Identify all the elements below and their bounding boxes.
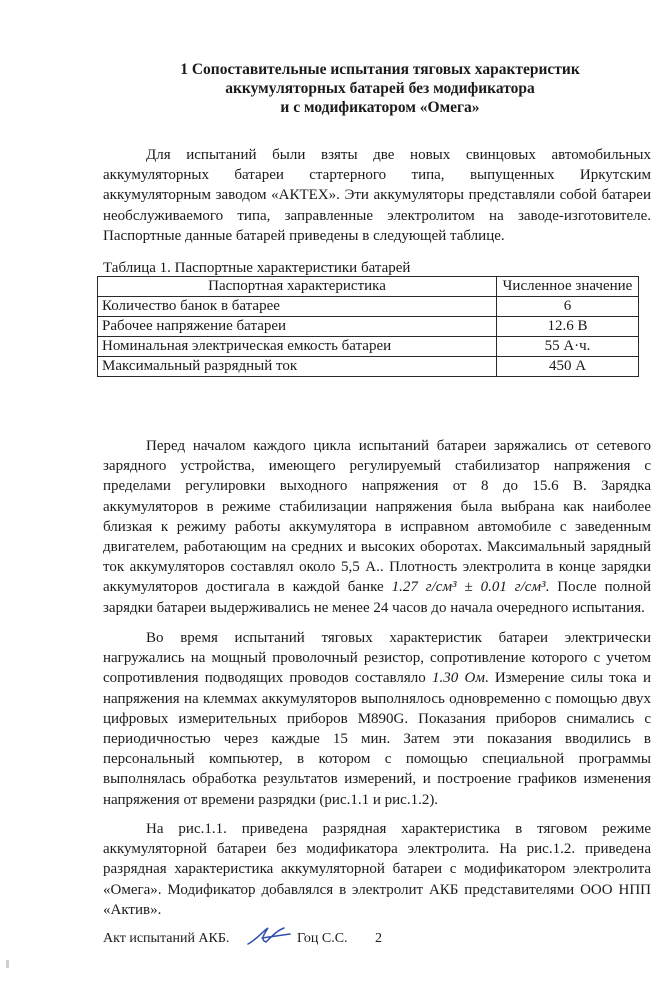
cell-value: 6 [497,297,639,317]
footer-author: Гоц С.С. [297,931,348,946]
table-row [98,337,639,357]
footer-doc-name: Акт испытаний АКБ. [103,931,230,946]
load-text-end: . Измерение силы тока и напряжения на клеммах аккумуляторов выполнялось одновременно с помощью двух цифровых измерительных приборов M890G. Показания приборов снимались с периодичностью через каждые 15 мин. Затем эти показания вводились в персональный компьютер, в котором с помощью специальной программы выполнялась обработка результатов измерений, и построение графиков изменения напряжения от времени разрядки (рис.1.1 и рис.1.2). [103,670,651,808]
electrolyte-density: 1.27 г/см³ ± 0.01 г/см³ [391,579,546,596]
cell-value: 12.6 В [497,317,639,337]
cell-name: Максимальный разрядный ток [98,357,497,377]
table-row [98,357,639,377]
scan-mark [6,960,9,968]
title-line-1: 1 Сопоставительные испытания тяговых характеристик [180,61,580,78]
load-text: Во время испытаний тяговых характеристик батареи электрически нагружались на мощный проволочный резистор, сопротивление которого с учетом сопротивления подводящих проводов составляло [103,630,651,687]
resistance-value: 1.30 Ом [432,670,485,687]
paragraph-batteries-intro: Для испытаний были взяты две новых свинцовых автомобильных аккумуляторных батареи стартерного типа, выпущенных Иркутским аккумуляторным заводом «АКТЕХ». Эти аккумуляторы представляли собой батареи необслуживаемого типа, заправленные электролитом на заводе-изготовителе. Паспортные данные батарей приведены в следующей таблице. [103,147,651,244]
table-header-row [98,277,639,297]
page-number: 2 [375,931,382,946]
charging-text-end: . После полной зарядки батареи выдерживались не менее 24 часов до начала очередного испытания. [103,579,651,616]
section-title [110,60,650,117]
title-line-3: и с модификатором «Омега» [280,99,480,116]
table-caption: Таблица 1. Паспортные характеристики батарей [103,260,411,276]
paragraph-figures: На рис.1.1. приведена разрядная характеристика в тяговом режиме аккумуляторной батареи без модификатора электролита. На рис.1.2. приведена разрядная характеристика аккумуляторной батареи с модификатором электролита «Омега». Модификатор добавлялся в электролит АКБ представителями ООО НПП «Актив». [103,821,651,918]
cell-name: Количество банок в батарее [98,297,497,317]
paragraph-charging [103,436,651,618]
header-characteristic: Паспортная характеристика [98,277,497,297]
paragraph-load-test [103,628,651,810]
table-row [98,297,639,317]
cell-value: 450 А [497,357,639,377]
cell-name: Номинальная электрическая емкость батареи [98,337,497,357]
signature [244,922,294,950]
header-value: Численное значение [497,277,639,297]
cell-value: 55 А·ч. [497,337,639,357]
title-line-2: аккумуляторных батарей без модификатора [225,80,535,97]
table-row [98,317,639,337]
charging-text: Перед началом каждого цикла испытаний батареи заряжались от сетевого зарядного устройства, имеющего регулируемый стабилизатор напряжения с пределами регулировки выходного напряжения от 8 до 15.6 В. Зарядка аккумуляторов в режиме стабилизации напряжения была выбрана как наиболее близкая к режиму работы аккумулятора в исправном автомобиле с заведенным двигателем, работающим на средних и высоких оборотах. Максимальный зарядный ток аккумуляторов составлял около 5,5 А.. Плотность электролита в конце зарядки аккумуляторов достигала в каждой банке [103,438,651,596]
passport-table [97,276,639,377]
cell-name: Рабочее напряжение батареи [98,317,497,337]
